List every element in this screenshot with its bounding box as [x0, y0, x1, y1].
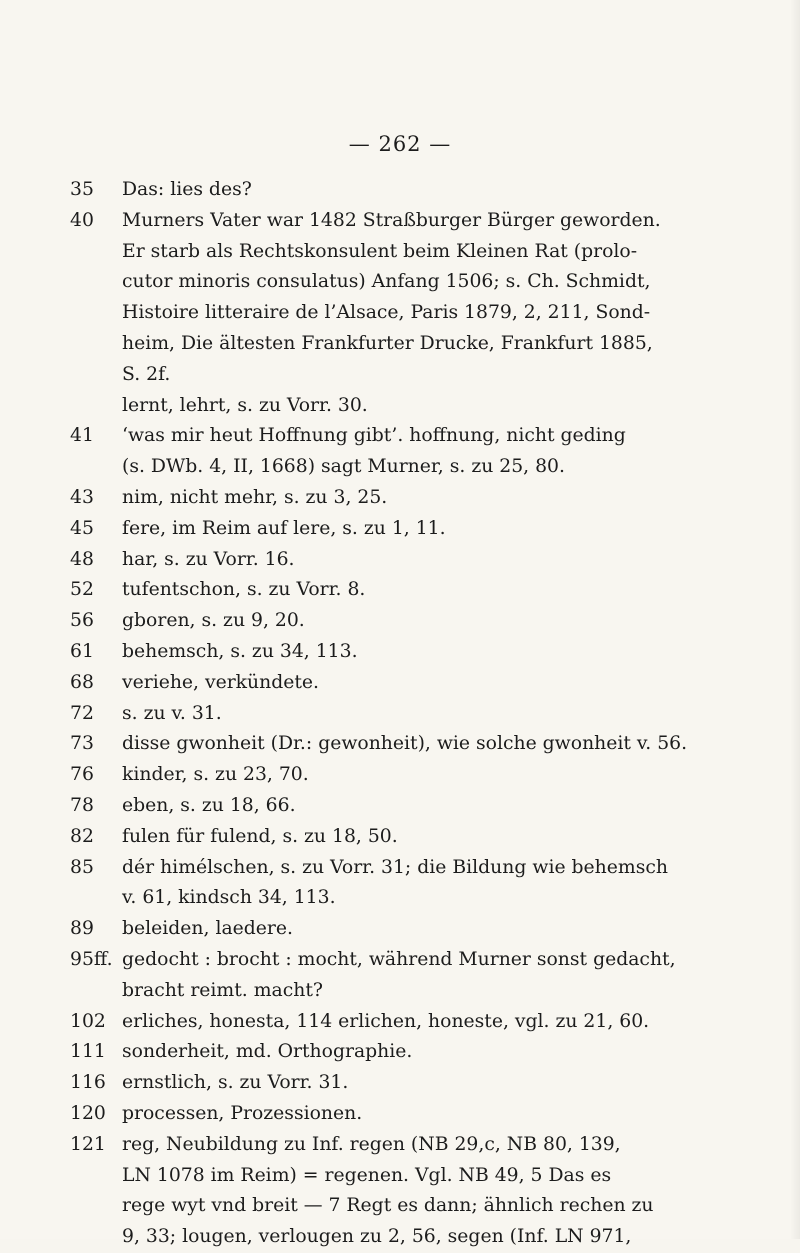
annotation-entry — [70, 637, 720, 668]
annotation-entry — [70, 1068, 720, 1099]
annotation-entry — [70, 483, 720, 514]
annotation-entry — [70, 1037, 720, 1068]
annotation-text: veriehe, verkündete. — [122, 671, 320, 693]
line-number: 116 — [70, 1072, 106, 1094]
line-number: 73 — [70, 733, 94, 755]
annotation-entry — [70, 1130, 720, 1253]
annotation-entry — [70, 206, 720, 422]
annotation-text: sonderheit, md. Orthographie. — [122, 1041, 413, 1063]
line-number: 85 — [70, 856, 94, 878]
annotation-entry — [70, 945, 720, 1007]
line-number: 76 — [70, 764, 94, 786]
annotation-text: processen, Prozessionen. — [122, 1102, 363, 1124]
page-edge — [790, 0, 800, 1239]
annotation-entry — [70, 1007, 720, 1038]
line-number: 35 — [70, 179, 94, 200]
annotation-entry — [70, 791, 720, 822]
annotation-text: beleiden, laedere. — [122, 918, 293, 940]
line-number: 48 — [70, 548, 94, 570]
line-number: 78 — [70, 794, 94, 816]
annotation-text: ernstlich, s. zu Vorr. 31. — [122, 1072, 349, 1094]
annotation-entry — [70, 699, 720, 730]
annotation-text: 9, 33; lougen, verlougen zu 2, 56, segen (Inf. LN 971, — [122, 1226, 632, 1248]
annotation-text: har, s. zu Vorr. 16. — [122, 548, 295, 570]
annotation-text: ‘was mir heut Hoffnung gibt’. hoffnung, nicht geding — [122, 425, 626, 447]
annotation-text: Histoire litteraire de l’Alsace, Paris 1879, 2, 211, Sond- — [122, 302, 651, 324]
annotation-text: fulen für fulend, s. zu 18, 50. — [122, 825, 398, 847]
line-number: 61 — [70, 640, 94, 662]
annotation-entry — [70, 421, 720, 483]
annotation-list — [70, 175, 720, 1253]
annotation-text: Er starb als Rechtskonsulent beim Kleinen Rat (prolo- — [122, 240, 638, 262]
line-number: 52 — [70, 579, 94, 601]
line-number: 72 — [70, 702, 94, 724]
annotation-text: Murners Vater war 1482 Straßburger Bürger geworden. — [122, 209, 661, 231]
line-number: 45 — [70, 517, 94, 539]
annotation-entry — [70, 606, 720, 637]
annotation-text: Das: lies des? — [122, 179, 252, 200]
annotation-entry — [70, 668, 720, 699]
annotation-entry — [70, 1099, 720, 1130]
annotation-text: LN 1078 im Reim) = regenen. Vgl. NB 49, 5 Das es — [122, 1164, 612, 1186]
line-number: 89 — [70, 918, 94, 940]
annotation-text: tufentschon, s. zu Vorr. 8. — [122, 579, 366, 601]
annotation-text: fere, im Reim auf lere, s. zu 1, 11. — [122, 517, 446, 539]
line-number: 68 — [70, 671, 94, 693]
annotation-text: eben, s. zu 18, 66. — [122, 794, 296, 816]
annotation-text: gboren, s. zu 9, 20. — [122, 610, 305, 632]
line-number: 41 — [70, 425, 94, 447]
annotation-text: kinder, s. zu 23, 70. — [122, 764, 309, 786]
line-number: 121 — [70, 1133, 106, 1155]
annotation-text: disse gwonheit (Dr.: gewonheit), wie solche gwonheit v. 56. — [122, 733, 688, 755]
line-number: 56 — [70, 610, 94, 632]
annotation-text: gedocht : brocht : mocht, während Murner sonst gedacht, — [122, 948, 676, 970]
annotation-entry — [70, 914, 720, 945]
annotation-text: bracht reimt. macht? — [122, 979, 323, 1001]
annotation-text: reg, Neubildung zu Inf. regen (NB 29,c, NB 80, 139, — [122, 1133, 621, 1155]
annotation-entry — [70, 514, 720, 545]
line-number: 82 — [70, 825, 94, 847]
line-number: 111 — [70, 1041, 106, 1063]
annotation-text: lernt, lehrt, s. zu Vorr. 30. — [122, 394, 368, 416]
annotation-text: erliches, honesta, 114 erlichen, honeste, vgl. zu 21, 60. — [122, 1010, 650, 1032]
annotation-entry — [70, 729, 720, 760]
annotation-entry — [70, 175, 720, 206]
annotation-text: rege wyt vnd breit — 7 Regt es dann; ähnlich rechen zu — [122, 1195, 654, 1217]
annotation-text: behemsch, s. zu 34, 113. — [122, 640, 358, 662]
annotation-entry — [70, 822, 720, 853]
page-number: — 262 — — [348, 132, 452, 156]
line-number: 102 — [70, 1010, 106, 1032]
annotation-entry — [70, 853, 720, 915]
line-number: 120 — [70, 1102, 106, 1124]
annotation-text: cutor minoris consulatus) Anfang 1506; s. Ch. Schmidt, — [122, 271, 651, 293]
annotation-text: S. 2f. — [122, 363, 171, 385]
line-number: 43 — [70, 486, 94, 508]
annotation-entry — [70, 760, 720, 791]
annotation-entry — [70, 575, 720, 606]
annotation-text: heim, Die ältesten Frankfurter Drucke, Frankfurt 1885, — [122, 332, 653, 354]
annotation-text: (s. DWb. 4, II, 1668) sagt Murner, s. zu 25, 80. — [122, 456, 565, 478]
line-number: 95ff. — [70, 948, 113, 970]
annotation-text: v. 61, kindsch 34, 113. — [122, 887, 336, 909]
annotation-text: nim, nicht mehr, s. zu 3, 25. — [122, 486, 388, 508]
line-number: 40 — [70, 209, 94, 231]
annotation-entry — [70, 545, 720, 576]
annotation-text: dér himélschen, s. zu Vorr. 31; die Bildung wie behemsch — [122, 856, 668, 878]
annotation-text: s. zu v. 31. — [122, 702, 222, 724]
